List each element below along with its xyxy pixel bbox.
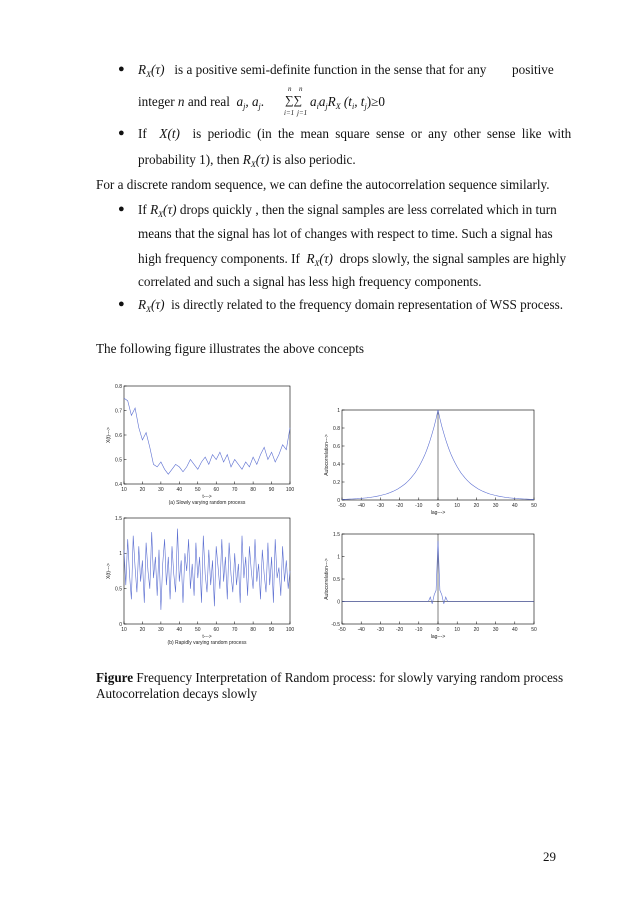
x-axis-label: lag--->: [430, 510, 446, 516]
y-tick-label: 0.8: [115, 383, 122, 390]
x-tick-label: 30: [492, 503, 499, 509]
math-arg: , t: [354, 94, 365, 109]
math-tau: (τ): [319, 251, 333, 266]
x-tick-label: 50: [531, 627, 537, 633]
text-run: drops slowly, the signal samples are highly: [339, 251, 567, 266]
x-tick-label: 100: [285, 627, 295, 633]
sum-upper: n: [288, 85, 292, 93]
x-tick-label: 80: [250, 627, 256, 633]
math-tau: (τ): [150, 297, 165, 312]
y-axis-label: X(t)--->: [106, 563, 112, 579]
x-axis-label: t--->: [202, 494, 212, 500]
x-tick-label: 20: [139, 627, 146, 633]
bullet-dot: ●: [118, 127, 125, 139]
chart-panel-3: [124, 518, 290, 624]
x-tick-label: 80: [250, 487, 256, 493]
y-tick-label: 0: [119, 621, 122, 628]
math-period: .: [260, 94, 265, 109]
math-ineq: )≥0: [366, 94, 385, 109]
math-sub: j: [364, 102, 367, 111]
y-tick-label: 0: [337, 497, 340, 504]
text-run: is directly related to the frequency domain representation of WSS process.: [171, 297, 564, 312]
bullet-dot: ●: [118, 203, 125, 215]
figure-caption-line2: Autocorrelation decays slowly: [96, 686, 258, 701]
math-a: , a: [245, 94, 259, 109]
math-R: R: [242, 152, 251, 167]
text-run: is periodic (in the mean square sense or any other sense like with: [192, 126, 572, 141]
sum-upper: n: [299, 85, 303, 93]
math-a: a: [236, 94, 244, 109]
text-run: drops quickly , then the signal samples are less correlated which in turn: [179, 202, 557, 217]
y-tick-label: 0.6: [115, 432, 122, 439]
math-sub: X: [250, 160, 256, 169]
x-tick-label: 70: [231, 487, 238, 493]
paragraph-line: For a discrete random sequence, we can define the autocorrelation sequence similarly.: [96, 177, 550, 192]
text-run: If: [138, 202, 147, 217]
math-sub: X: [146, 70, 151, 79]
x-tick-label: 40: [512, 503, 518, 509]
chart-panel-2: [342, 410, 534, 500]
y-axis-label: Autocorrelation--->: [324, 558, 330, 600]
subplot-caption: (b) Rapidly varying random process: [167, 640, 247, 646]
math-a: a: [310, 94, 317, 109]
text-run: integer: [138, 94, 175, 109]
math-sub: j: [243, 102, 246, 111]
figure-caption: [96, 670, 563, 686]
x-tick-label: -20: [395, 627, 404, 633]
text-run: is a positive semi-definite function in the sense that for any: [174, 62, 487, 77]
x-tick-label: 30: [492, 627, 499, 633]
x-tick-label: 60: [213, 627, 220, 633]
x-tick-label: -50: [338, 503, 346, 509]
paragraph-line: correlated and such a signal has less high frequency components.: [138, 274, 482, 289]
math-R: R: [150, 202, 159, 217]
text-run: If: [138, 126, 147, 141]
math-tau: (τ): [255, 152, 270, 167]
chart-panel-1: [124, 386, 290, 484]
x-tick-label: 0: [436, 627, 440, 633]
math-R: R: [138, 62, 147, 77]
paragraph-line: [138, 251, 566, 272]
chart-panel-4: [342, 534, 534, 624]
page-number: 29: [543, 849, 556, 864]
y-tick-label: 0.6: [333, 443, 340, 450]
x-tick-label: 90: [268, 487, 275, 493]
bullet-dot: ●: [118, 63, 125, 75]
x-tick-label: -40: [357, 627, 365, 633]
x-tick-label: -10: [415, 503, 423, 509]
math-a: a: [318, 94, 326, 109]
x-axis-label: lag--->: [430, 634, 446, 640]
sum-term: [310, 94, 385, 115]
x-tick-label: 30: [158, 627, 164, 633]
math-arg: (t: [343, 94, 352, 109]
math-sub: X: [314, 259, 320, 268]
paragraph-line: [138, 126, 571, 142]
y-tick-label: 1.5: [333, 531, 340, 538]
x-tick-label: -40: [357, 503, 365, 509]
paragraph-line: means that the signal has lot of changes with respect to time. Such a signal has: [138, 226, 553, 241]
math-R: R: [327, 94, 336, 109]
sum-lower: j=1: [297, 109, 308, 117]
x-tick-label: 60: [213, 487, 220, 493]
text-run: high frequency components. If: [138, 251, 300, 266]
x-tick-label: -10: [415, 627, 423, 633]
x-tick-label: 40: [512, 627, 518, 633]
x-tick-label: -50: [338, 627, 346, 633]
x-tick-label: 10: [454, 627, 460, 633]
math-R: R: [138, 297, 147, 312]
bullet-dot: ●: [118, 298, 125, 310]
x-tick-label: 100: [285, 487, 295, 493]
x-tick-label: 20: [473, 503, 480, 509]
x-tick-label: 20: [139, 487, 146, 493]
y-tick-label: 0.5: [115, 586, 122, 593]
plot-frame: [124, 386, 290, 484]
y-tick-label: 1: [337, 554, 340, 561]
math-sub: X: [146, 305, 151, 314]
text-run: positive: [512, 62, 554, 77]
x-tick-label: 50: [194, 627, 201, 633]
subplot-caption: (a) Slowly varying random process: [168, 500, 246, 506]
paragraph-line: [138, 94, 264, 115]
y-tick-label: 1: [119, 551, 122, 558]
y-tick-label: 0.4: [333, 461, 340, 468]
text-run: probability 1), then: [138, 152, 240, 167]
paragraph-line: [138, 297, 563, 318]
x-tick-label: 40: [176, 487, 183, 493]
x-tick-label: 40: [176, 627, 183, 633]
text-run: is also periodic.: [272, 152, 356, 167]
paragraph-line: The following figure illustrates the above concepts: [96, 341, 365, 356]
x-axis-label: t--->: [202, 634, 212, 640]
figure-panels: [100, 378, 560, 648]
math-n: n: [177, 94, 185, 109]
x-tick-label: 30: [158, 487, 164, 493]
math-sub: X: [335, 102, 341, 111]
x-tick-label: 90: [268, 627, 275, 633]
x-tick-label: 20: [473, 627, 480, 633]
y-tick-label: 0.5: [333, 576, 340, 583]
y-tick-label: -0.5: [331, 621, 340, 628]
y-tick-label: 0.2: [333, 479, 340, 486]
math-R: R: [306, 251, 315, 266]
y-tick-label: 0.7: [115, 408, 122, 415]
y-tick-label: 0.5: [115, 457, 122, 464]
math-X: X: [159, 126, 168, 141]
math-tau: (τ): [163, 202, 177, 217]
caption-label: Figure: [96, 670, 134, 685]
y-tick-label: 1: [337, 407, 340, 414]
y-tick-label: 0.4: [115, 481, 122, 488]
paragraph-line: [138, 62, 486, 83]
x-tick-label: 50: [531, 503, 537, 509]
math-t: (t): [167, 126, 180, 141]
x-tick-label: 10: [454, 503, 460, 509]
sum-lower: i=1: [284, 109, 295, 117]
plot-frame: [124, 518, 290, 624]
math-sub: X: [158, 210, 164, 219]
x-tick-label: 50: [194, 487, 201, 493]
x-tick-label: 10: [121, 487, 127, 493]
y-tick-label: 0: [337, 599, 340, 606]
y-axis-label: X(t)--->: [106, 427, 112, 443]
y-axis-label: Autocorrelation--->: [324, 434, 330, 476]
x-tick-label: -20: [395, 503, 404, 509]
x-tick-label: -30: [376, 503, 385, 509]
math-sub: i: [351, 102, 355, 111]
text-run: and real: [187, 94, 230, 109]
paragraph-line: [138, 202, 557, 223]
caption-text: Frequency Interpretation of Random process: for slowly varying random process: [133, 670, 564, 685]
x-tick-label: 70: [231, 627, 238, 633]
y-tick-label: 1.5: [115, 515, 122, 522]
math-tau: (τ): [150, 62, 165, 77]
x-tick-label: 10: [121, 627, 127, 633]
paragraph-line: [138, 152, 356, 173]
x-tick-label: 0: [436, 503, 440, 509]
x-tick-label: -30: [376, 627, 385, 633]
double-sum: ∑∑: [285, 93, 303, 107]
math-sub: i: [316, 102, 319, 111]
math-sub: j: [325, 102, 328, 111]
math-sub: j: [258, 102, 261, 111]
y-tick-label: 0.8: [333, 425, 340, 432]
